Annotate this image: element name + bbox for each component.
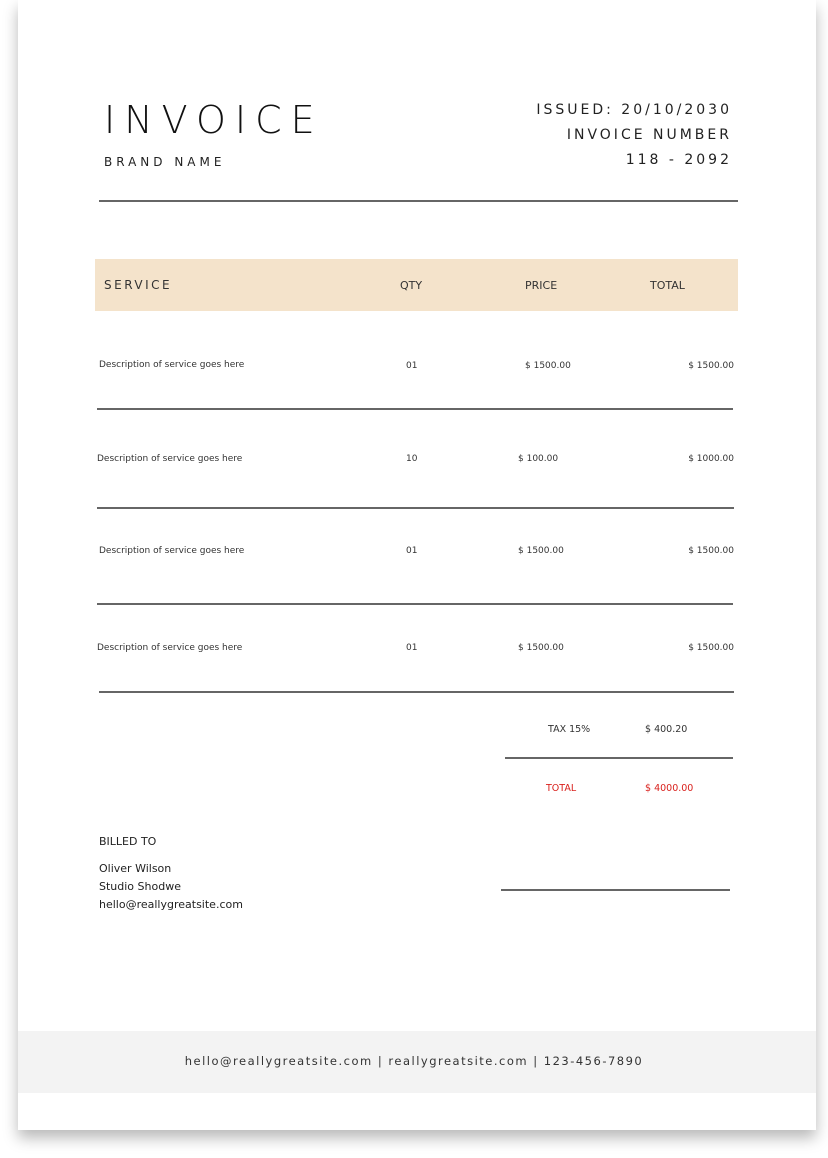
brand-name: BRAND NAME (104, 155, 226, 169)
row-divider (99, 691, 734, 693)
row-total: $ 1500.00 (688, 361, 734, 371)
row-qty: 01 (406, 361, 418, 371)
billed-to-label: BILLED TO (99, 835, 157, 848)
total-value: $ 4000.00 (645, 783, 694, 794)
row-description: Description of service goes here (99, 360, 245, 370)
invoice-page (18, 0, 816, 1130)
row-divider (97, 408, 733, 410)
row-description: Description of service goes here (97, 454, 243, 464)
row-total: $ 1500.00 (688, 643, 734, 653)
col-price: PRICE (525, 279, 558, 292)
signature-line (501, 889, 730, 891)
tax-value: $ 400.20 (645, 724, 688, 735)
row-price: $ 100.00 (518, 454, 559, 464)
billed-company: Studio Shodwe (99, 880, 181, 893)
row-divider (97, 603, 733, 605)
row-price: $ 1500.00 (518, 643, 564, 653)
total-label: TOTAL (546, 783, 577, 794)
row-qty: 10 (406, 454, 418, 464)
row-total: $ 1000.00 (688, 454, 734, 464)
row-qty: 01 (406, 546, 418, 556)
billed-email: hello@reallygreatsite.com (99, 898, 243, 911)
col-total: TOTAL (650, 279, 685, 292)
row-description: Description of service goes here (99, 546, 245, 556)
summary-divider (505, 757, 733, 759)
invoice-number: 118 - 2092 (625, 152, 732, 168)
invoice-number-label: INVOICE NUMBER (566, 127, 732, 143)
col-qty: QTY (400, 279, 423, 292)
invoice-title: INVOICE (104, 98, 324, 142)
footer-contact: hello@reallygreatsite.com | reallygreatsite.com | 123-456-7890 (184, 1054, 644, 1068)
issued-date: ISSUED: 20/10/2030 (536, 102, 732, 118)
billed-name: Oliver Wilson (99, 862, 172, 875)
header-divider (99, 200, 738, 202)
row-divider (97, 507, 734, 509)
col-service: SERVICE (104, 278, 173, 292)
row-description: Description of service goes here (97, 643, 243, 653)
row-price: $ 1500.00 (525, 361, 571, 371)
row-price: $ 1500.00 (518, 546, 564, 556)
row-qty: 01 (406, 643, 418, 653)
row-total: $ 1500.00 (688, 546, 734, 556)
tax-label: TAX 15% (548, 724, 591, 735)
